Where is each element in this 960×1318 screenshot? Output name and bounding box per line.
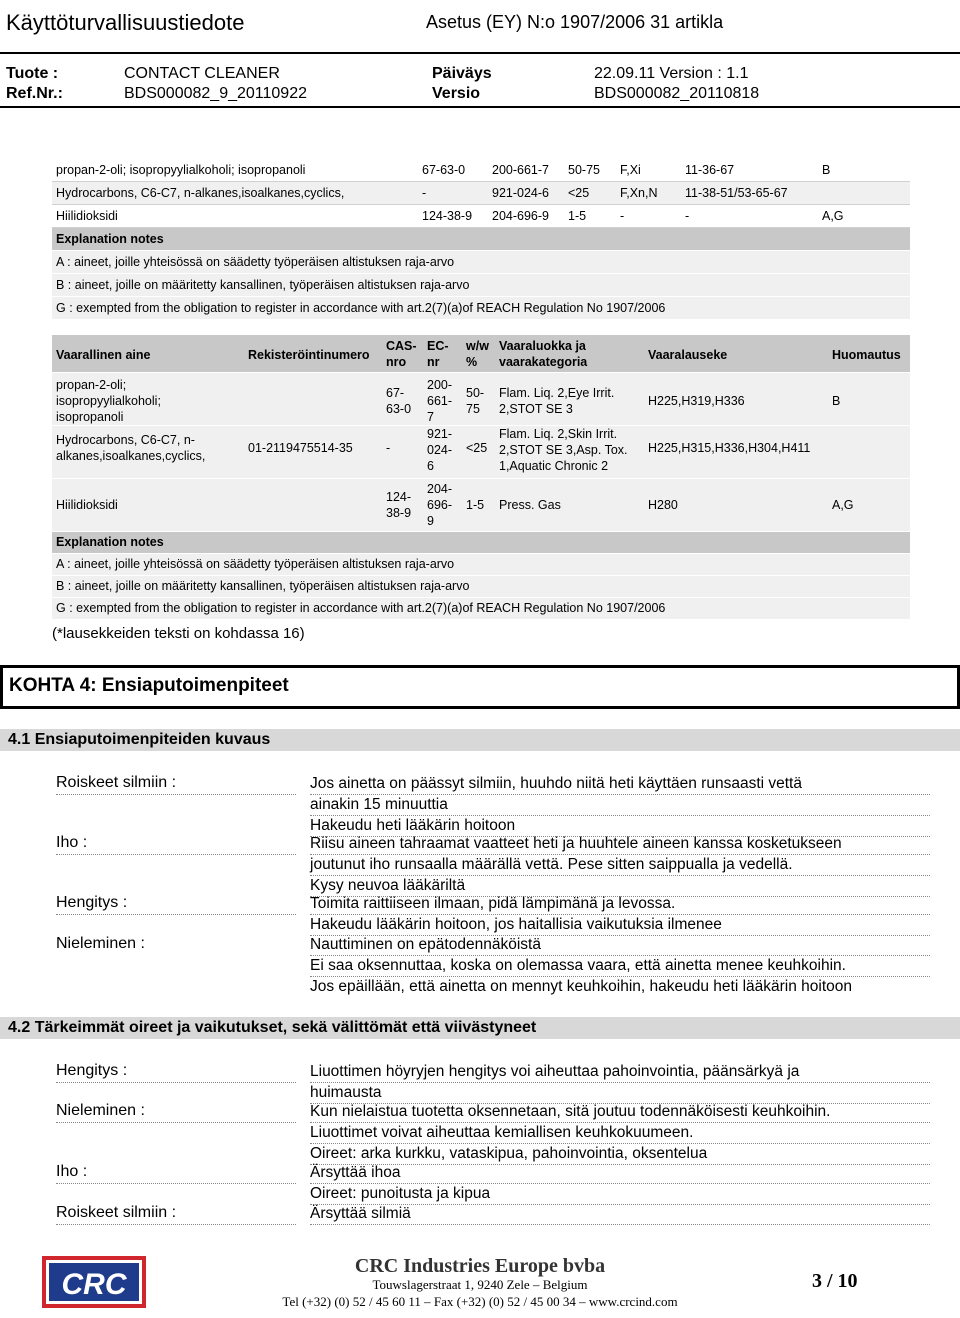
ec-number: 200-661-7 (492, 163, 549, 177)
registration-number: 01-2119475514-35 (248, 441, 353, 455)
regulation-ref: Asetus (EY) N:o 1907/2006 31 artikla (426, 12, 724, 32)
text-line: Jos ainetta on päässyt silmiin, huuhdo niitä heti käyttäen runsaasti vettä (310, 774, 930, 795)
ec-line: 696- (427, 498, 453, 512)
cas-line: - (386, 441, 391, 455)
substance-name-line: alkanes,isoalkanes,cyclics, (56, 449, 206, 463)
text-line: Hakeudu lääkärin hoitoon, jos haitallisia vaikutuksia ilmenee (310, 915, 930, 936)
substance-name: Hydrocarbons, C6-C7, n-alkanes,isoalkanes,cyclics, (56, 186, 345, 200)
percentage-line: <25 (466, 441, 488, 455)
col-cas-1: CAS- (386, 339, 417, 353)
ec-number: 921-024-6 (492, 186, 549, 200)
text-line: ainakin 15 minuuttia (310, 795, 930, 816)
section-heading (0, 665, 960, 709)
explanation-note: G : exempted from the obligation to register in accordance with art.2(7)(a)of REACH Regulation No 1907/2006 (52, 597, 910, 619)
subsection-title: 4.1 Ensiaputoimenpiteiden kuvaus (8, 731, 271, 748)
table-row (52, 182, 910, 205)
table-row (52, 425, 910, 478)
cas-line: 63-0 (386, 402, 412, 416)
company-name: CRC Industries Europe bvba (354, 1255, 606, 1277)
cas-number: - (422, 186, 427, 200)
note: B (822, 163, 831, 177)
percentage: <25 (568, 186, 590, 200)
col-ec-2: nr (427, 355, 440, 369)
cas-number: 67-63-0 (422, 163, 466, 177)
components-table-legacy (52, 159, 910, 320)
text-line: Kysy neuvoa lääkäriltä (310, 876, 930, 897)
page-number: 3 / 10 (812, 1270, 858, 1292)
r-phrases: 11-36-67 (685, 163, 735, 177)
col-class-1: Vaaraluokka ja (499, 339, 586, 353)
hazard-statements: H280 (648, 498, 678, 512)
text-line: joutunut iho runsaalla määrällä vettä. Pese sitten saippualla ja vedellä. (310, 855, 930, 876)
ec-line: 921- (427, 427, 453, 441)
classification: F,Xn,N (620, 186, 658, 200)
hazard-class-line: Flam. Liq. 2,Eye Irrit. (499, 386, 615, 400)
explanation-note: A : aineet, joille yhteisössä on säädetty työperäisen altistuksen raja-arvo (52, 251, 910, 274)
text-line: huimausta (310, 1083, 930, 1104)
remark: A,G (832, 498, 854, 512)
cas-line: 124- (386, 490, 412, 504)
explanation-note: B : aineet, joille on määritetty kansallinen, työperäisen altistuksen raja-arvo (52, 274, 910, 297)
header-rule-bottom (0, 106, 960, 108)
hazard-class-line: 2,STOT SE 3 (499, 402, 573, 416)
subsection-title: 4.2 Tärkeimmät oireet ja vaikutukset, sekä välittömät että viivästyneet (8, 1019, 537, 1036)
date-label: Päiväys (432, 65, 492, 82)
ingestion-instructions (310, 935, 930, 997)
subsection-heading (0, 729, 960, 751)
substance-name: Hiilidioksidi (56, 209, 118, 223)
hazard-class-line: 1,Aquatic Chronic 2 (499, 459, 609, 473)
text-line: Toimita raittiiseen ilmaan, pidä lämpimänä ja levossa. (310, 894, 930, 915)
ec-line: 661- (427, 394, 453, 408)
logo-text: CRC (61, 1268, 127, 1301)
document-title: Käyttöturvallisuustiedote (6, 10, 245, 35)
substance-name-line: propan-2-oli; (56, 378, 127, 392)
table-row (52, 372, 910, 425)
text-line: Ärsyttää silmiä (310, 1204, 930, 1225)
explanation-note: A : aineet, joille yhteisössä on säädetty työperäisen altistuksen raja-arvo (52, 553, 910, 575)
text-line: Hakeudu heti lääkärin hoitoon (310, 816, 930, 837)
classification: - (620, 209, 625, 223)
text-line: Jos epäillään, että ainetta on mennyt keuhkoihin, hakeudu heti lääkärin hoitoon (310, 978, 853, 995)
explanation-notes-heading: Explanation notes (52, 228, 910, 251)
ec-line: 204- (427, 482, 453, 496)
version-value: BDS000082_20110818 (594, 85, 760, 102)
header-rule (0, 52, 960, 54)
cas-number: 124-38-9 (422, 209, 473, 223)
product-value: CONTACT CLEANER (124, 65, 280, 82)
col-registration: Rekisteröintinumero (248, 348, 370, 362)
col-cas-2: nro (386, 355, 407, 369)
label-inhalation: Hengitys : (56, 1062, 296, 1083)
skin-symptoms (310, 1163, 930, 1205)
ec-line: 6 (427, 459, 434, 473)
r-phrases: 11-38-51/53-65-67 (685, 186, 788, 200)
substance-name-line: isopropanoli (56, 410, 124, 424)
percentage-line: 75 (466, 402, 480, 416)
remark: B (832, 394, 841, 408)
hazard-statements: H225,H315,H336,H304,H411 (648, 441, 811, 455)
components-table-clp (52, 335, 910, 619)
table-row (52, 205, 910, 228)
product-label: Tuote : (6, 65, 59, 82)
col-substance: Vaarallinen aine (56, 348, 151, 362)
hazard-class-line: Press. Gas (499, 498, 561, 512)
percentage-line: 50- (466, 386, 485, 400)
explanation-note: B : aineet, joille on määritetty kansallinen, työperäisen altistuksen raja-arvo (52, 575, 910, 597)
percentage-line: 1-5 (466, 498, 485, 512)
text-line: Oireet: punoitusta ja kipua (310, 1184, 930, 1205)
inhalation-instructions (310, 894, 930, 936)
subsection-heading (0, 1017, 960, 1039)
label-skin: Iho : (56, 834, 296, 855)
r-phrases: - (685, 209, 690, 223)
hazard-class-line: Flam. Liq. 2,Skin Irrit. (499, 427, 618, 441)
footnote: (*lausekkeiden teksti on kohdassa 16) (52, 625, 305, 642)
substance-name: propan-2-oli; isopropyylialkoholi; isopropanoli (56, 163, 306, 177)
ec-number: 204-696-9 (492, 209, 549, 223)
date-value: 22.09.11 Version : 1.1 (594, 65, 749, 82)
label-eyes: Roiskeet silmiin : (56, 774, 296, 795)
table-row (52, 478, 910, 531)
col-ww-2: % (466, 355, 478, 369)
text-line: Kun nielaistua tuotetta oksennetaan, sitä joutuu todennäköisesti keuhkoihin. (310, 1102, 930, 1123)
col-class-2: vaarakategoria (499, 355, 588, 369)
cas-line: 38-9 (386, 506, 412, 520)
label-skin: Iho : (56, 1163, 296, 1184)
col-ww-1: w/w (466, 339, 489, 353)
skin-instructions (310, 834, 930, 897)
ref-value: BDS000082_9_20110922 (124, 85, 307, 102)
text-line: Ärsyttää ihoa (310, 1163, 930, 1184)
substance-name-line: isopropyylialkoholi; (56, 394, 161, 408)
note: A,G (822, 209, 844, 223)
ec-line: 9 (427, 514, 434, 528)
text-line: Nauttiminen on epätodennäköistä (310, 935, 930, 956)
col-ec-1: EC- (427, 339, 449, 353)
hazard-statements: H225,H319,H336 (648, 394, 745, 408)
percentage: 1-5 (568, 209, 587, 223)
explanation-notes-heading: Explanation notes (52, 531, 910, 553)
ec-line: 024- (427, 443, 453, 457)
ref-label: Ref.Nr.: (6, 85, 63, 102)
text-line: Oireet: arka kurkku, vataskipua, pahoinvointia, oksentelua (310, 1144, 930, 1165)
substance-name-line: Hydrocarbons, C6-C7, n- (56, 433, 195, 447)
inhalation-symptoms (310, 1062, 930, 1104)
label-eyes: Roiskeet silmiin : (56, 1204, 296, 1225)
text-line: Riisu aineen tahraamat vaatteet heti ja huuhtele aineen kanssa kosketukseen (310, 834, 930, 855)
table-row (52, 159, 910, 182)
section-title: KOHTA 4: Ensiaputoimenpiteet (9, 675, 289, 696)
substance-name-line: Hiilidioksidi (56, 498, 118, 512)
ingestion-symptoms (310, 1102, 930, 1165)
classification: F,Xi (620, 163, 641, 177)
text-line: Liuottimet voivat aiheuttaa kemiallisen keuhkokuumeen. (310, 1123, 930, 1144)
version-label: Versio (432, 85, 481, 102)
col-remark: Huomautus (832, 348, 901, 362)
label-ingestion: Nieleminen : (56, 935, 145, 952)
label-inhalation: Hengitys : (56, 894, 296, 915)
company-contact: Tel (+32) (0) 52 / 45 60 11 – Fax (+32) (0) 52 / 45 00 34 – www.crcind.com (282, 1294, 678, 1309)
ec-line: 200- (427, 378, 453, 392)
ec-line: 7 (427, 410, 434, 424)
percentage: 50-75 (568, 163, 600, 177)
text-line: Liuottimen höyryjen hengitys voi aiheuttaa pahoinvointia, päänsärkyä ja (310, 1062, 930, 1083)
hazard-class-line: 2,STOT SE 3,Asp. Tox. (499, 443, 628, 457)
cas-line: 67- (386, 386, 405, 400)
label-ingestion: Nieleminen : (56, 1102, 296, 1123)
company-address: Touwslagerstraat 1, 9240 Zele – Belgium (372, 1277, 588, 1292)
explanation-note: G : exempted from the obligation to register in accordance with art.2(7)(a)of REACH Regulation No 1907/2006 (52, 297, 910, 320)
table-header (52, 335, 910, 372)
col-hazard: Vaaralauseke (648, 348, 728, 362)
eyes-symptoms (310, 1204, 930, 1225)
text-line: Ei saa oksennuttaa, koska on olemassa vaara, että ainetta menee keuhkoihin. (310, 956, 930, 977)
eyes-instructions (310, 774, 930, 837)
